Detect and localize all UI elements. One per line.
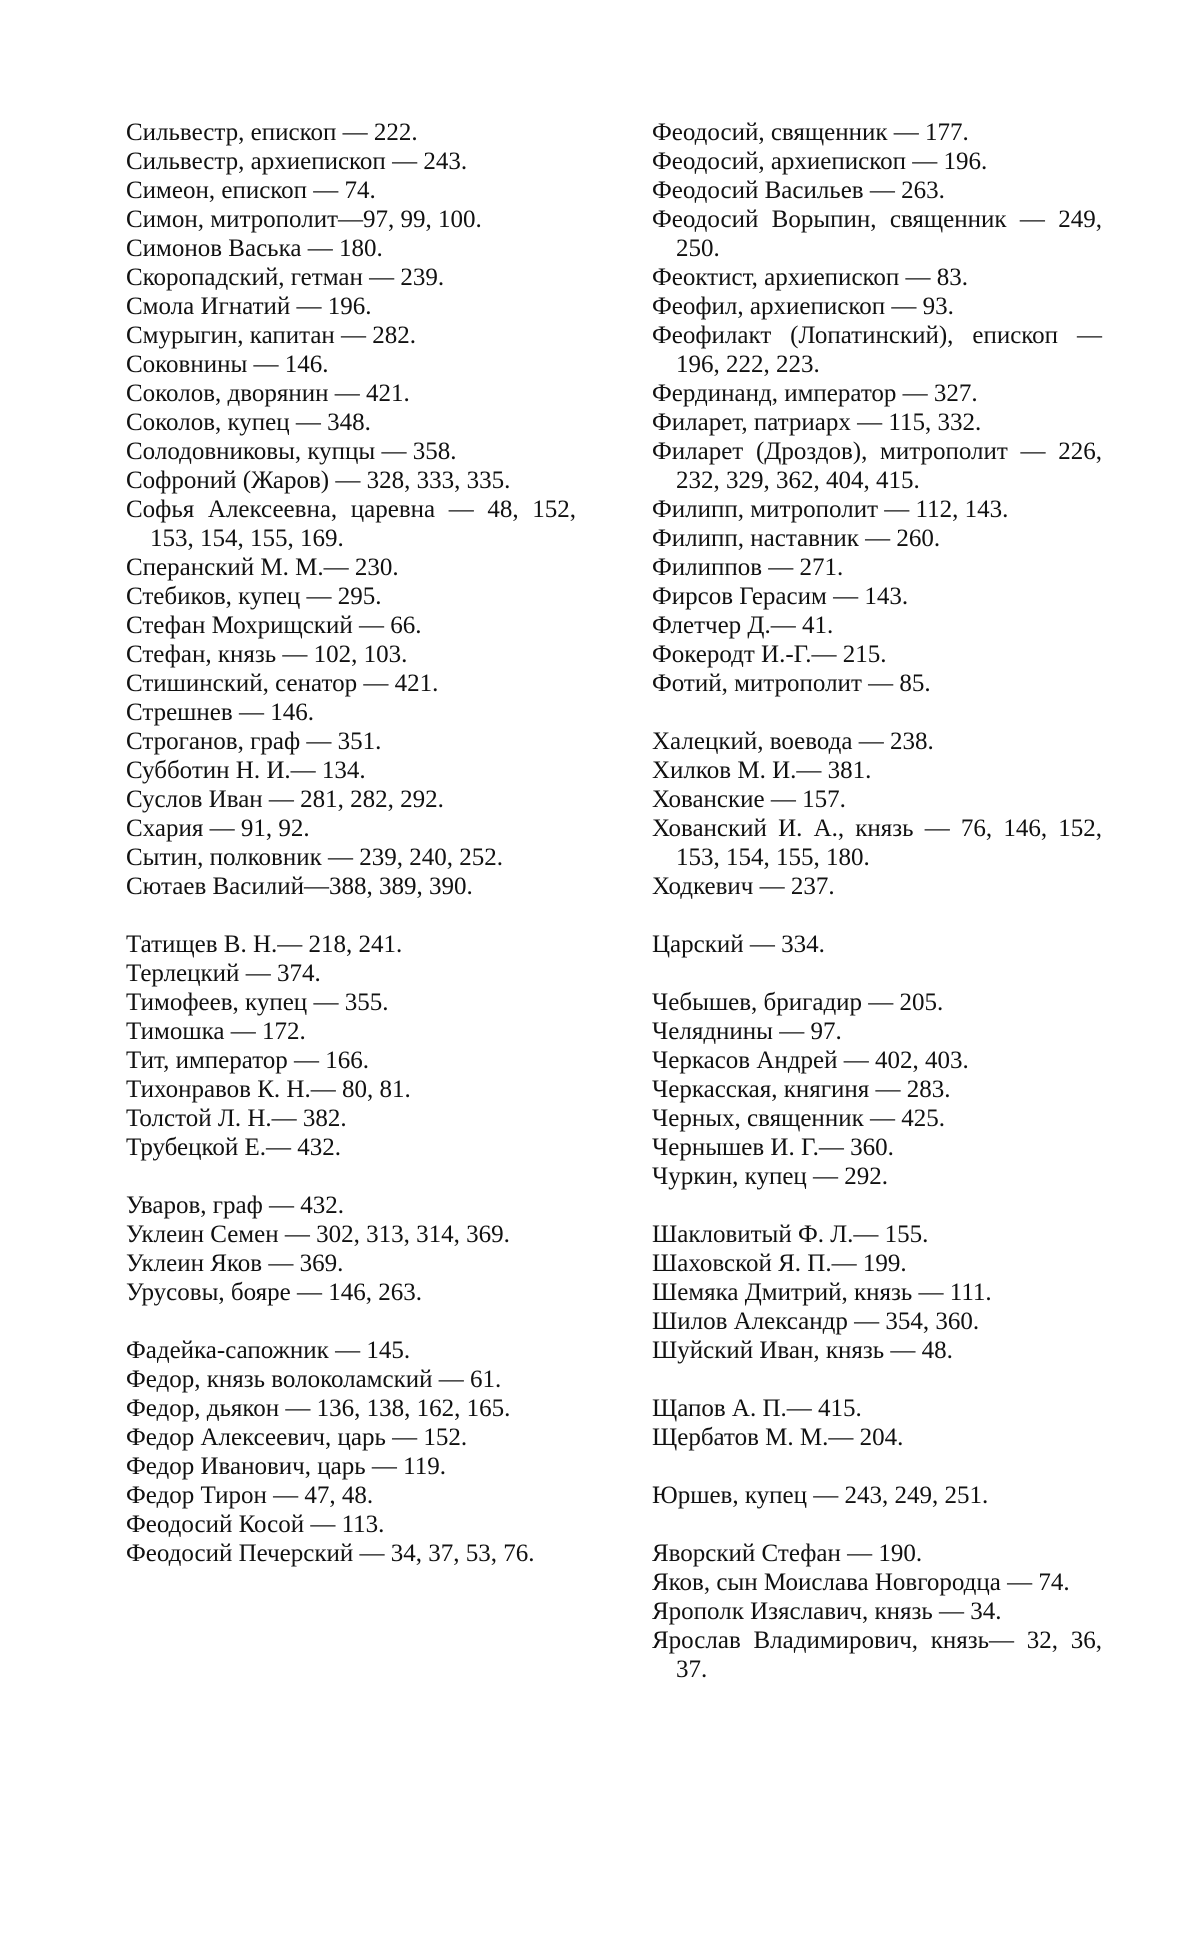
index-entry: Шуйский Иван, князь — 48. <box>652 1337 953 1364</box>
index-entry: Чуркин, купец — 292. <box>652 1163 889 1190</box>
index-entry: Федор, дьякон — 136, 138, 162, 165. <box>126 1395 511 1422</box>
index-entry: Тимошка — 172. <box>126 1018 306 1045</box>
index-entry: Стрешнев — 146. <box>126 699 314 726</box>
index-entry: Терлецкий — 374. <box>126 960 321 987</box>
index-letter-group <box>126 1191 576 1307</box>
index-entry: Трубецкой Е.— 432. <box>126 1134 342 1161</box>
index-letter-group <box>652 930 1102 959</box>
index-entry: Филипп, митрополит — 112, 143. <box>652 496 1009 523</box>
index-letter-group <box>652 988 1102 1191</box>
index-entry: Сютаев Василий—388, 389, 390. <box>126 873 473 900</box>
index-entry: Тит, император — 166. <box>126 1047 370 1074</box>
index-entry: Стефан, князь — 102, 103. <box>126 641 408 668</box>
index-letter-group <box>652 1394 1102 1452</box>
index-entry: Софья Алексеевна, царевна — 48, 152, 153, 154, 155, 169. <box>126 496 576 552</box>
index-entry: Смола Игнатий — 196. <box>126 293 372 320</box>
index-entry: Черных, священник — 425. <box>652 1105 945 1132</box>
index-entry: Феодосий Васильев — 263. <box>652 177 945 204</box>
index-letter-group <box>652 727 1102 901</box>
index-column-right <box>652 118 1102 1684</box>
index-entry: Уваров, граф — 432. <box>126 1192 345 1219</box>
index-entry: Сильвестр, епископ — 222. <box>126 119 418 146</box>
index-entry: Скоропадский, гетман — 239. <box>126 264 445 291</box>
index-entry: Филипп, наставник — 260. <box>652 525 941 552</box>
index-entry: Федор Тирон — 47, 48. <box>126 1482 374 1509</box>
index-entry: Черкасская, княгиня — 283. <box>652 1076 951 1103</box>
index-entry: Симон, митрополит—97, 99, 100. <box>126 206 482 233</box>
index-entry: Ярополк Изяславич, князь — 34. <box>652 1598 1002 1625</box>
index-letter-group <box>126 930 576 1162</box>
index-entry: Тимофеев, купец — 355. <box>126 989 389 1016</box>
index-entry: Фотий, митрополит — 85. <box>652 670 931 697</box>
index-entry: Тихонравов К. Н.— 80, 81. <box>126 1076 411 1103</box>
index-entry: Соколов, купец — 348. <box>126 409 371 436</box>
index-entry: Феодосий, архиепископ — 196. <box>652 148 988 175</box>
index-entry: Филарет (Дроздов), митрополит — 226, 232, 329, 362, 404, 415. <box>652 438 1102 494</box>
index-entry: Шакловитый Ф. Л.— 155. <box>652 1221 929 1248</box>
index-entry: Царский — 334. <box>652 931 825 958</box>
index-entry: Суслов Иван — 281, 282, 292. <box>126 786 444 813</box>
index-entry: Солодовниковы, купцы — 358. <box>126 438 457 465</box>
index-entry: Схария — 91, 92. <box>126 815 310 842</box>
index-entry: Феоктист, архиепископ — 83. <box>652 264 969 291</box>
index-entry: Соковнины — 146. <box>126 351 329 378</box>
index-entry: Фирсов Герасим — 143. <box>652 583 909 610</box>
index-letter-group <box>652 1539 1102 1684</box>
index-letter-group <box>652 1481 1102 1510</box>
index-entry: Феодосий Печерский — 34, 37, 53, 76. <box>126 1540 535 1567</box>
index-entry: Толстой Л. Н.— 382. <box>126 1105 347 1132</box>
index-entry: Феофилакт (Лопатинский), епископ — 196, 222, 223. <box>652 322 1102 378</box>
index-entry: Шаховской Я. П.— 199. <box>652 1250 907 1277</box>
index-entry: Шилов Александр — 354, 360. <box>652 1308 980 1335</box>
index-entry: Субботин Н. И.— 134. <box>126 757 366 784</box>
index-entry: Щербатов М. М.— 204. <box>652 1424 904 1451</box>
index-entry: Стефан Мохрищский — 66. <box>126 612 422 639</box>
index-entry: Урусовы, бояре — 146, 263. <box>126 1279 422 1306</box>
index-entry: Феодосий, священник — 177. <box>652 119 969 146</box>
index-entry: Феофил, архиепископ — 93. <box>652 293 954 320</box>
index-entry: Челяднины — 97. <box>652 1018 842 1045</box>
index-entry: Флетчер Д.— 41. <box>652 612 834 639</box>
index-entry: Строганов, граф — 351. <box>126 728 382 755</box>
index-entry: Фадейка-сапожник — 145. <box>126 1337 411 1364</box>
index-entry: Сильвестр, архиепископ — 243. <box>126 148 468 175</box>
index-entry: Хованский И. А., князь — 76, 146, 152, 153, 154, 155, 180. <box>652 815 1102 871</box>
index-entry: Федор Иванович, царь — 119. <box>126 1453 446 1480</box>
index-entry: Сперанский М. М.— 230. <box>126 554 399 581</box>
index-entry: Чебышев, бригадир — 205. <box>652 989 944 1016</box>
index-entry: Федор, князь волоколамский — 61. <box>126 1366 502 1393</box>
index-entry: Ходкевич — 237. <box>652 873 835 900</box>
index-entry: Татищев В. Н.— 218, 241. <box>126 931 403 958</box>
index-entry: Юршев, купец — 243, 249, 251. <box>652 1482 989 1509</box>
index-entry: Щапов А. П.— 415. <box>652 1395 862 1422</box>
index-entry: Фокеродт И.-Г.— 215. <box>652 641 887 668</box>
index-entry: Халецкий, воевода — 238. <box>652 728 934 755</box>
index-entry: Филарет, патриарх — 115, 332. <box>652 409 982 436</box>
index-entry: Стебиков, купец — 295. <box>126 583 382 610</box>
index-entry: Стишинский, сенатор — 421. <box>126 670 439 697</box>
index-letter-group <box>126 1336 576 1568</box>
index-entry: Чернышев И. Г.— 360. <box>652 1134 894 1161</box>
index-entry: Феодосий Ворыпин, священник — 249, 250. <box>652 206 1102 262</box>
index-entry: Филиппов — 271. <box>652 554 844 581</box>
index-letter-group <box>652 118 1102 698</box>
index-entry: Хованские — 157. <box>652 786 846 813</box>
index-entry: Соколов, дворянин — 421. <box>126 380 410 407</box>
index-entry: Уклеин Семен — 302, 313, 314, 369. <box>126 1221 510 1248</box>
index-entry: Сытин, полковник — 239, 240, 252. <box>126 844 504 871</box>
index-letter-group <box>126 118 576 901</box>
index-entry: Черкасов Андрей — 402, 403. <box>652 1047 969 1074</box>
index-entry: Смурыгин, капитан — 282. <box>126 322 417 349</box>
index-entry: Феодосий Косой — 113. <box>126 1511 385 1538</box>
index-column-left <box>126 118 576 1568</box>
index-entry: Софроний (Жаров) — 328, 333, 335. <box>126 467 511 494</box>
index-entry: Хилков М. И.— 381. <box>652 757 872 784</box>
index-entry: Ярослав Владимирович, князь— 32, 36, 37. <box>652 1627 1102 1683</box>
index-entry: Яков, сын Моислава Новгородца — 74. <box>652 1569 1070 1596</box>
index-letter-group <box>652 1220 1102 1365</box>
index-entry: Фердинанд, император — 327. <box>652 380 978 407</box>
index-entry: Шемяка Дмитрий, князь — 111. <box>652 1279 992 1306</box>
index-entry: Симонов Васька — 180. <box>126 235 383 262</box>
index-entry: Федор Алексеевич, царь — 152. <box>126 1424 468 1451</box>
index-entry: Симеон, епископ — 74. <box>126 177 376 204</box>
index-entry: Уклеин Яков — 369. <box>126 1250 344 1277</box>
index-entry: Яворский Стефан — 190. <box>652 1540 923 1567</box>
